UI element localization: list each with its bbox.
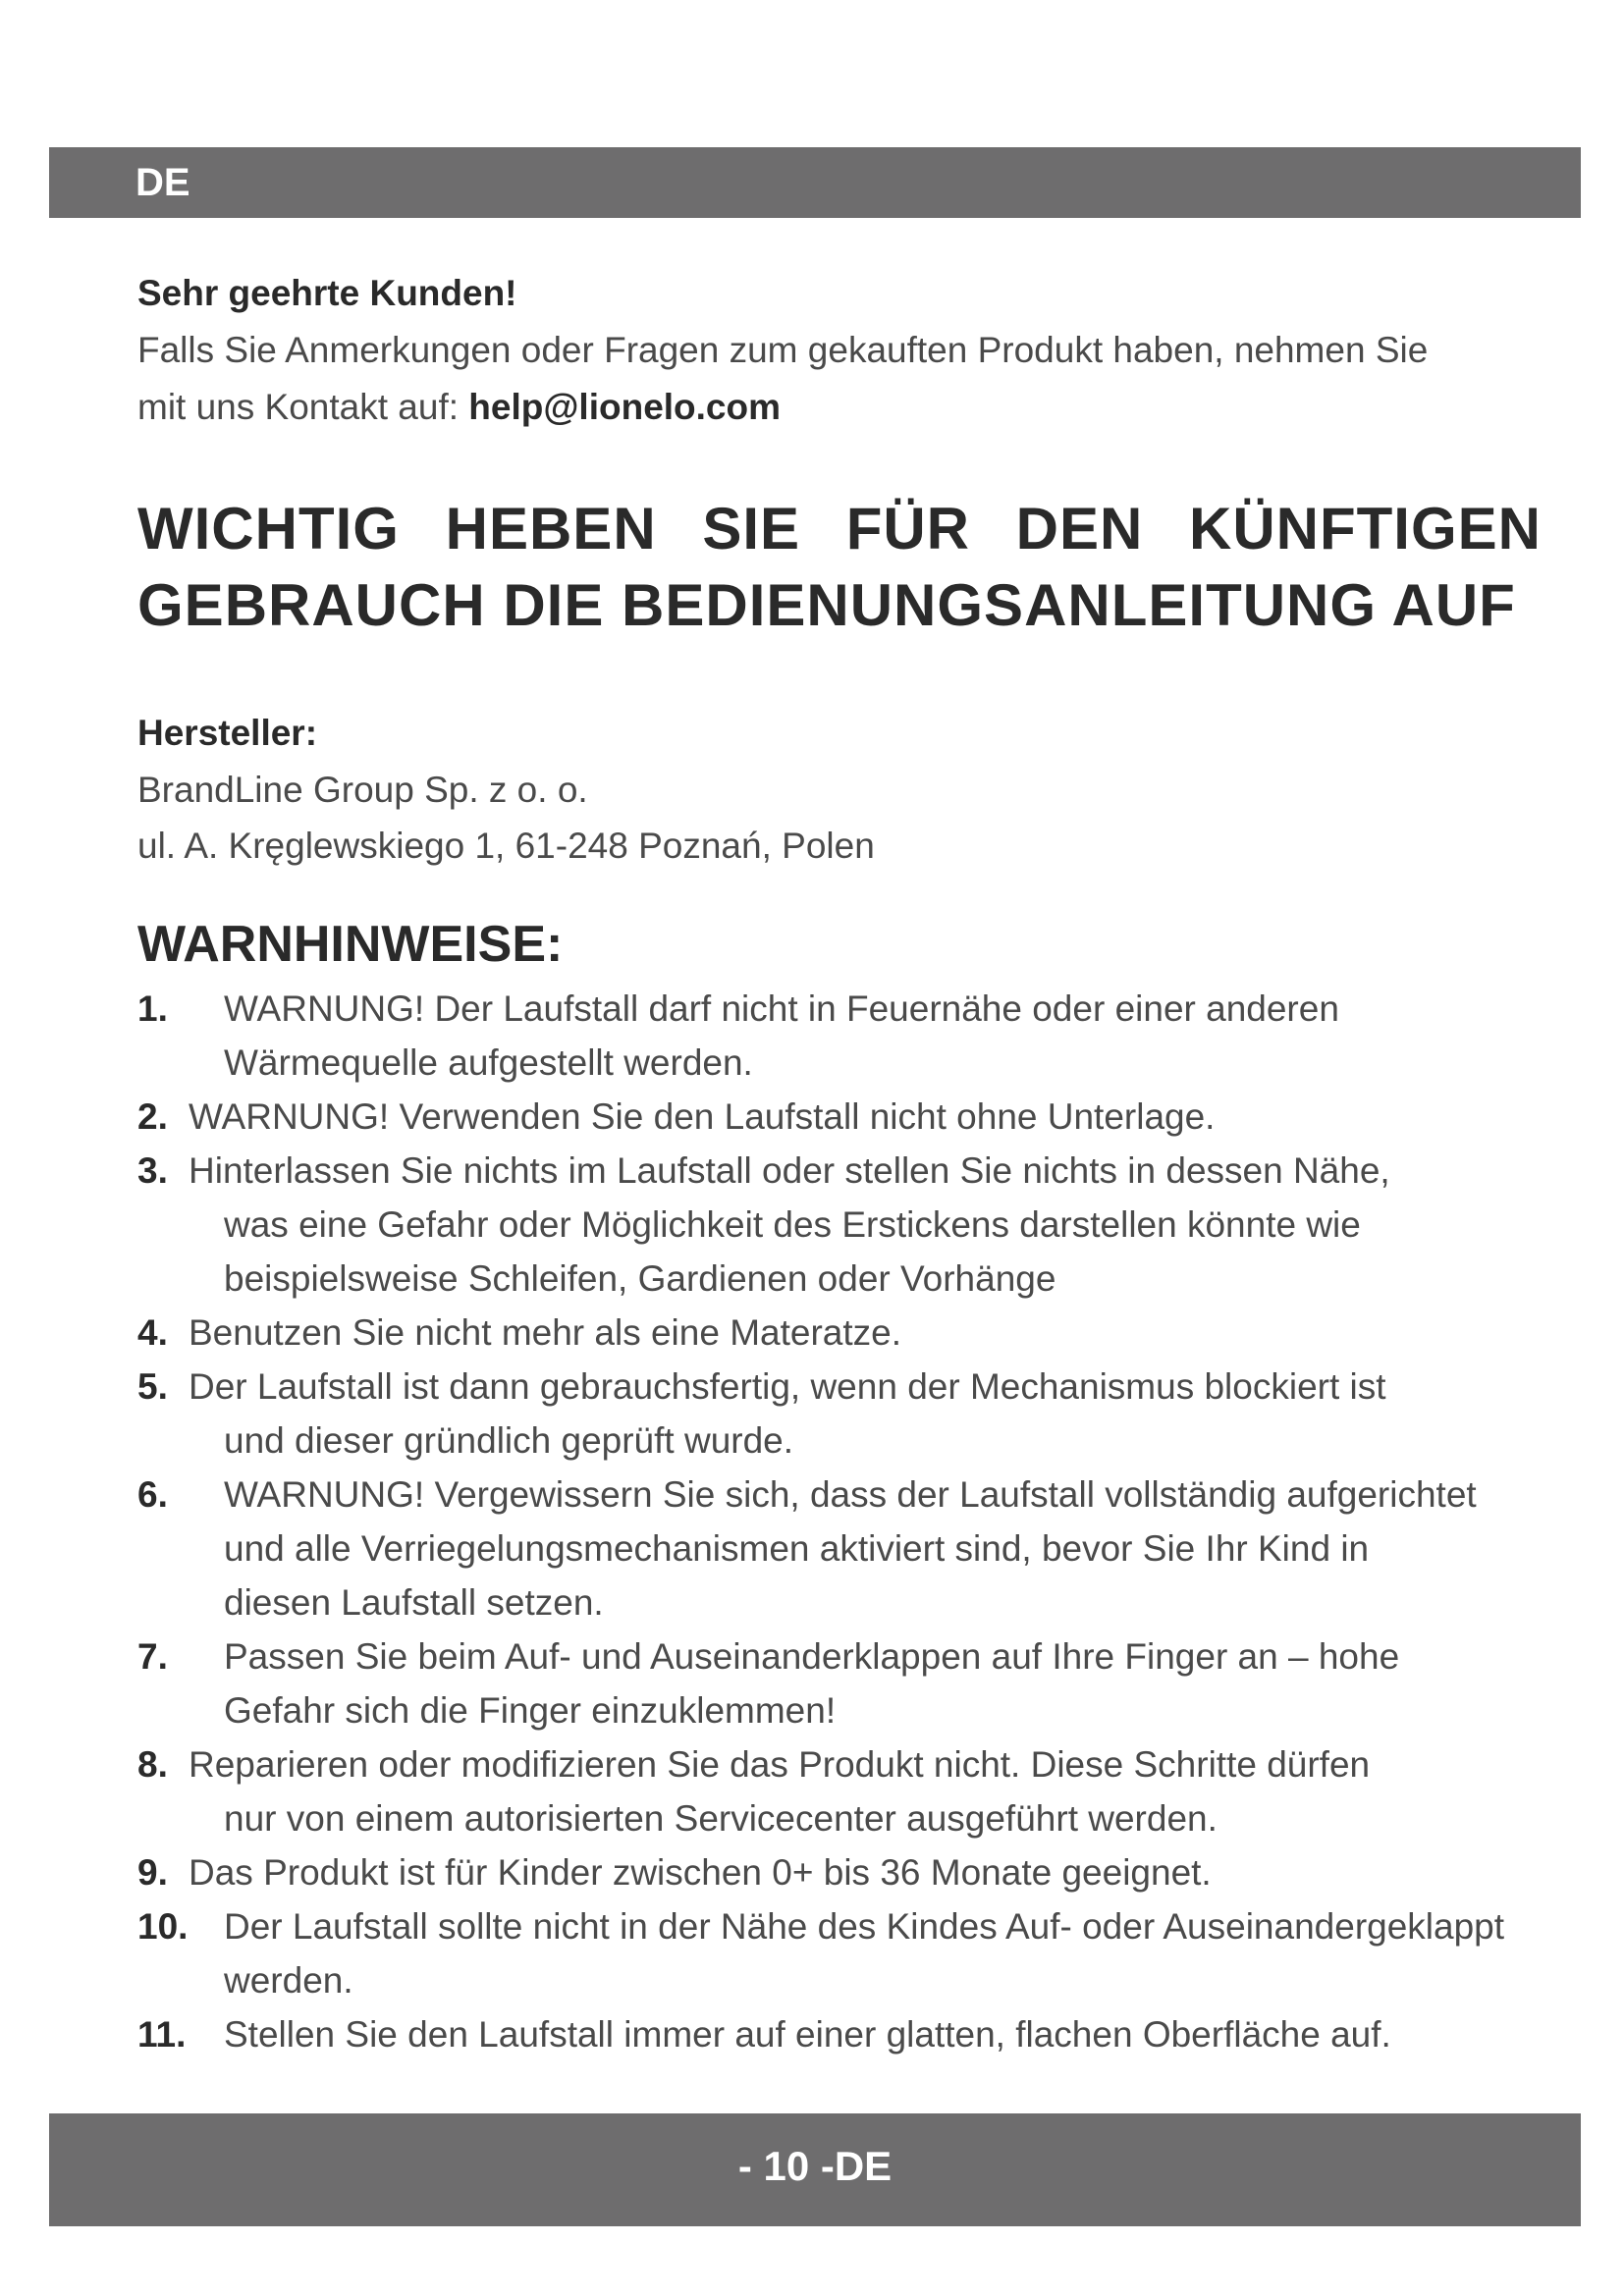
warning-text-line: und alle Verriegelungsmechanismen aktiviert sind, bevor Sie Ihr Kind in [224,1528,1370,1569]
warning-number: 6. [137,1474,168,1515]
warning-text-line: Der Laufstall ist dann gebrauchsfertig, wenn der Mechanismus blockiert ist [189,1366,1386,1407]
warning-number: 1. [137,988,168,1029]
warning-number: 4. [137,1312,168,1353]
warning-item [137,982,1591,1090]
warning-text-line: was eine Gefahr oder Möglichkeit des Erstickens darstellen könnte wie [224,1204,1361,1245]
warning-item [137,1360,1591,1468]
manufacturer-name: BrandLine Group Sp. z o. o. [137,770,588,810]
warning-number: 3. [137,1150,168,1191]
warning-item [137,1737,1591,1845]
language-code: DE [135,161,190,204]
warning-text-line: beispielsweise Schleifen, Gardienen oder Vorhänge [224,1258,1056,1299]
warning-number: 11. [137,2014,187,2055]
warning-text-line: WARNUNG! Verwenden Sie den Laufstall nicht ohne Unterlage. [189,1096,1216,1137]
important-headline [137,491,1542,644]
warning-text-line: Der Laufstall sollte nicht in der Nähe des Kindes Auf- oder Auseinandergeklappt [224,1906,1505,1947]
manufacturer-section [137,705,1512,874]
manufacturer-label: Hersteller: [137,713,318,753]
warning-item [137,1629,1591,1737]
warnings-title: WARNHINWEISE: [137,916,564,973]
warning-text-line: Passen Sie beim Auf- und Auseinanderklappen auf Ihre Finger an – hohe [224,1636,1400,1677]
greeting: Sehr geehrte Kunden! [137,273,517,313]
warning-text-line: WARNUNG! Vergewissern Sie sich, dass der Laufstall vollständig aufgerichtet [224,1474,1477,1515]
warning-text-line: Stellen Sie den Laufstall immer auf einer glatten, flachen Oberfläche auf. [224,2014,1391,2055]
warnings-list [137,982,1591,2061]
contact-prefix: mit uns Kontakt auf: [137,387,460,427]
warning-text-line: Das Produkt ist für Kinder zwischen 0+ bis 36 Monate geeignet. [189,1852,1212,1893]
warning-number: 10. [137,1906,189,1947]
contact-line-1: Falls Sie Anmerkungen oder Fragen zum gekauften Produkt haben, nehmen Sie [137,330,1429,370]
contact-email-link[interactable]: help@lionelo.com [468,387,782,427]
contact-line-2 [137,379,1571,436]
warning-text-line: Reparieren oder modifizieren Sie das Produkt nicht. Diese Schritte dürfen [189,1744,1371,1785]
headline-line-1: WICHTIG HEBEN SIE FÜR DEN KÜNFTIGEN [137,496,1542,561]
headline-line-2: GEBRAUCH DIE BEDIENUNGSANLEITUNG AUF [137,572,1516,638]
warning-item [137,1306,1591,1360]
page-number: - 10 -DE [737,2143,893,2189]
warning-text-line: Hinterlassen Sie nichts im Laufstall oder stellen Sie nichts in dessen Nähe, [189,1150,1390,1191]
warning-text-line: Gefahr sich die Finger einzuklemmen! [224,1690,837,1731]
footer-bar [49,2113,1581,2226]
intro-section [137,265,1571,436]
manufacturer-address: ul. A. Kręglewskiego 1, 61-248 Poznań, Polen [137,826,875,866]
warning-number: 8. [137,1744,168,1785]
warning-number: 7. [137,1636,168,1677]
warning-item [137,1845,1591,1899]
warning-item [137,2007,1591,2061]
warning-item [137,1899,1591,2007]
warning-number: 2. [137,1096,168,1137]
warning-text-line: nur von einem autorisierten Servicecenter ausgeführt werden. [224,1798,1218,1839]
warning-number: 5. [137,1366,168,1407]
warning-text-line: Wärmequelle aufgestellt werden. [224,1042,753,1083]
warning-item [137,1468,1591,1629]
warning-text-line: diesen Laufstall setzen. [224,1582,604,1623]
warning-text-line: Benutzen Sie nicht mehr als eine Materatze. [189,1312,901,1353]
warning-text-line: WARNUNG! Der Laufstall darf nicht in Feuernähe oder einer anderen [224,988,1339,1029]
warning-text-line: und dieser gründlich geprüft wurde. [224,1420,794,1461]
warning-item [137,1144,1591,1306]
warning-number: 9. [137,1852,168,1893]
header-bar [49,147,1581,218]
warning-text-line: werden. [224,1960,353,2001]
warning-item [137,1090,1591,1144]
